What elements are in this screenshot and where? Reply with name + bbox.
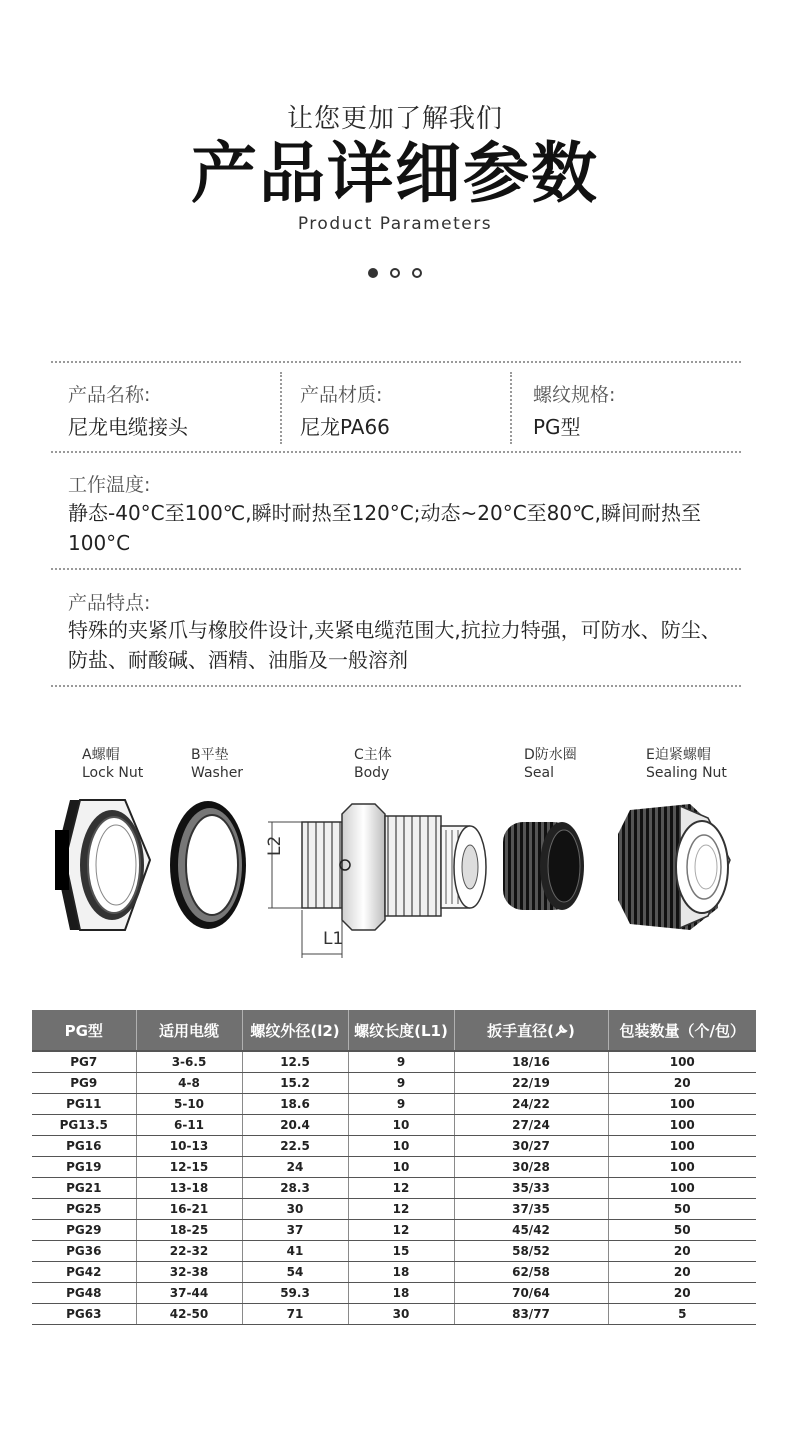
thread-value: PG型 xyxy=(533,415,581,439)
table-cell: 3-6.5 xyxy=(136,1051,242,1073)
table-cell: 30 xyxy=(348,1304,454,1325)
thread-label: 螺纹规格: xyxy=(533,384,616,406)
table-row xyxy=(32,1199,756,1220)
material-label: 产品材质: xyxy=(300,384,383,406)
page-title-english: Product Parameters xyxy=(297,214,493,234)
table-cell: PG9 xyxy=(32,1073,136,1094)
table-cell: 100 xyxy=(608,1136,756,1157)
part-seal-label: D防水圈 Seal xyxy=(524,747,577,781)
table-cell: 20 xyxy=(608,1262,756,1283)
table-cell: 22-32 xyxy=(136,1241,242,1262)
table-row xyxy=(32,1262,756,1283)
divider xyxy=(51,451,741,453)
pager-dots xyxy=(368,268,422,278)
table-cell: 45/42 xyxy=(454,1220,608,1241)
table-row xyxy=(32,1136,756,1157)
header-package: 包装数量（个/包） xyxy=(608,1010,756,1051)
table-cell: 20 xyxy=(608,1073,756,1094)
table-cell: 9 xyxy=(348,1051,454,1073)
table-cell: 18-25 xyxy=(136,1220,242,1241)
part-body-label: C主体 Body xyxy=(354,747,392,781)
parts-illustration xyxy=(40,790,750,970)
table-cell: 18 xyxy=(348,1262,454,1283)
table-cell: 24/22 xyxy=(454,1094,608,1115)
table-cell: 18/16 xyxy=(454,1051,608,1073)
seal-icon xyxy=(503,822,584,910)
table-cell: 41 xyxy=(242,1241,348,1262)
dot xyxy=(412,268,422,278)
dimension-l1-label: L1 xyxy=(323,929,344,949)
temperature-value: 静态-40°C至100℃,瞬时耐热至120°C;动态~20°C至80℃,瞬间耐热至100°C xyxy=(68,501,701,555)
table-row xyxy=(32,1220,756,1241)
table-cell: 6-11 xyxy=(136,1115,242,1136)
table-cell: PG21 xyxy=(32,1178,136,1199)
table-cell: 32-38 xyxy=(136,1262,242,1283)
table-cell: 37 xyxy=(242,1220,348,1241)
table-cell: 50 xyxy=(608,1199,756,1220)
table-cell: 100 xyxy=(608,1157,756,1178)
table-cell: 15.2 xyxy=(242,1073,348,1094)
lock-nut-icon xyxy=(55,800,150,930)
table-cell: 12.5 xyxy=(242,1051,348,1073)
table-row xyxy=(32,1115,756,1136)
table-row xyxy=(32,1094,756,1115)
table-cell: 22.5 xyxy=(242,1136,348,1157)
divider xyxy=(51,568,741,570)
table-row xyxy=(32,1178,756,1199)
table-cell: 70/64 xyxy=(454,1283,608,1304)
table-cell: 18.6 xyxy=(242,1094,348,1115)
washer-icon xyxy=(170,801,246,929)
part-sealing-nut-label: E迫紧螺帽 Sealing Nut xyxy=(646,747,727,781)
table-cell: PG13.5 xyxy=(32,1115,136,1136)
table-cell: PG19 xyxy=(32,1157,136,1178)
product-name-label: 产品名称: xyxy=(68,384,151,406)
table-cell: 20.4 xyxy=(242,1115,348,1136)
features-value: 特殊的夹紧爪与橡胶件设计,夹紧电缆范围大,抗拉力特强，可防水、防尘、防盐、耐酸碱、酒精、油脂及一般溶剂 xyxy=(68,618,721,672)
table-cell: 18 xyxy=(348,1283,454,1304)
body-icon xyxy=(268,804,486,958)
table-row xyxy=(32,1304,756,1325)
table-cell: 20 xyxy=(608,1283,756,1304)
table-row xyxy=(32,1051,756,1073)
table-cell: 62/58 xyxy=(454,1262,608,1283)
table-cell: 30 xyxy=(242,1199,348,1220)
header-wrench: 扳手直径( ) xyxy=(454,1010,608,1051)
divider xyxy=(51,685,741,687)
table-cell: 37/35 xyxy=(454,1199,608,1220)
table-cell: 22/19 xyxy=(454,1073,608,1094)
table-header-row xyxy=(32,1010,756,1051)
table-cell: 12-15 xyxy=(136,1157,242,1178)
table-cell: 4-8 xyxy=(136,1073,242,1094)
dimension-l2-label: L2 xyxy=(265,835,285,856)
table-cell: PG63 xyxy=(32,1304,136,1325)
divider xyxy=(51,361,741,363)
table-cell: 30/27 xyxy=(454,1136,608,1157)
table-cell: PG7 xyxy=(32,1051,136,1073)
table-row xyxy=(32,1283,756,1304)
table-cell: 10-13 xyxy=(136,1136,242,1157)
table-cell: PG48 xyxy=(32,1283,136,1304)
table-cell: 13-18 xyxy=(136,1178,242,1199)
table-cell: 20 xyxy=(608,1241,756,1262)
wrench-icon xyxy=(554,1024,568,1038)
header-thread-length: 螺纹长度(L1) xyxy=(348,1010,454,1051)
temperature-label: 工作温度: xyxy=(68,474,151,496)
table-cell: 27/24 xyxy=(454,1115,608,1136)
table-cell: PG25 xyxy=(32,1199,136,1220)
column-divider xyxy=(280,372,282,444)
spec-table xyxy=(32,1010,756,1325)
table-cell: 35/33 xyxy=(454,1178,608,1199)
table-cell: 100 xyxy=(608,1178,756,1199)
table-cell: PG11 xyxy=(32,1094,136,1115)
table-row xyxy=(32,1157,756,1178)
table-cell: 58/52 xyxy=(454,1241,608,1262)
table-cell: 59.3 xyxy=(242,1283,348,1304)
table-cell: 5-10 xyxy=(136,1094,242,1115)
table-row xyxy=(32,1073,756,1094)
table-cell: 16-21 xyxy=(136,1199,242,1220)
table-cell: PG29 xyxy=(32,1220,136,1241)
dot-active xyxy=(368,268,378,278)
table-cell: 5 xyxy=(608,1304,756,1325)
table-cell: PG16 xyxy=(32,1136,136,1157)
table-cell: 100 xyxy=(608,1051,756,1073)
material-value: 尼龙PA66 xyxy=(300,415,390,439)
table-cell: 100 xyxy=(608,1094,756,1115)
table-cell: PG42 xyxy=(32,1262,136,1283)
table-cell: 42-50 xyxy=(136,1304,242,1325)
part-lock-nut-label: A螺帽 Lock Nut xyxy=(82,747,144,781)
table-cell: 10 xyxy=(348,1136,454,1157)
product-name-value: 尼龙电缆接头 xyxy=(68,415,188,439)
table-cell: 9 xyxy=(348,1073,454,1094)
table-cell: PG36 xyxy=(32,1241,136,1262)
table-cell: 10 xyxy=(348,1115,454,1136)
table-cell: 100 xyxy=(608,1115,756,1136)
table-row xyxy=(32,1241,756,1262)
table-cell: 24 xyxy=(242,1157,348,1178)
table-cell: 12 xyxy=(348,1178,454,1199)
table-cell: 71 xyxy=(242,1304,348,1325)
table-cell: 83/77 xyxy=(454,1304,608,1325)
table-cell: 15 xyxy=(348,1241,454,1262)
table-cell: 54 xyxy=(242,1262,348,1283)
dot xyxy=(390,268,400,278)
sealing-nut-icon xyxy=(618,804,730,930)
part-washer-label: B平垫 Washer xyxy=(191,747,244,781)
features-label: 产品特点: xyxy=(68,592,151,614)
page-subtitle: 让您更加了解我们 xyxy=(286,104,503,134)
table-cell: 12 xyxy=(348,1220,454,1241)
table-cell: 10 xyxy=(348,1157,454,1178)
table-cell: 28.3 xyxy=(242,1178,348,1199)
table-cell: 9 xyxy=(348,1094,454,1115)
column-divider xyxy=(510,372,512,444)
table-cell: 37-44 xyxy=(136,1283,242,1304)
header-cable: 适用电缆 xyxy=(136,1010,242,1051)
header-thread-od: 螺纹外径(l2) xyxy=(242,1010,348,1051)
table-cell: 30/28 xyxy=(454,1157,608,1178)
table-cell: 50 xyxy=(608,1220,756,1241)
table-cell: 12 xyxy=(348,1199,454,1220)
page-title: 产品详细参数 xyxy=(191,135,599,212)
header-pg: PG型 xyxy=(32,1010,136,1051)
